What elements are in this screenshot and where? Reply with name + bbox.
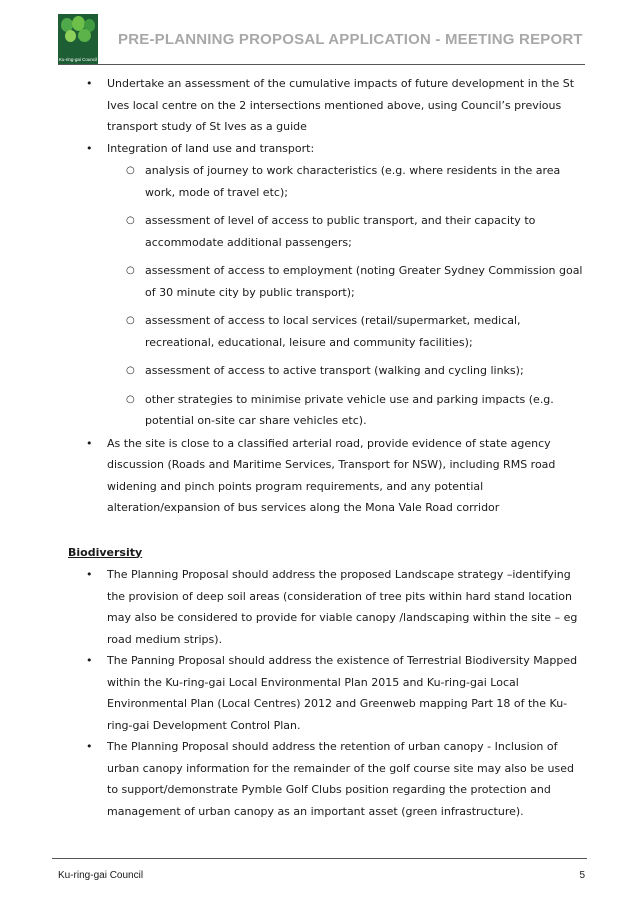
- list-item: [0, 736, 637, 822]
- bullet-icon: •: [86, 141, 93, 155]
- circle-bullet-icon: ○: [126, 265, 135, 276]
- page-number: 5: [579, 870, 585, 881]
- document-body: [0, 66, 637, 822]
- list-item-text: assessment of access to employment (noting Greater Sydney Commission goal of 30 minute city by public transport);: [145, 264, 583, 299]
- bullet-icon: •: [86, 568, 93, 581]
- list-item-text: The Planning Proposal should address the proposed Landscape strategy –identifying the provision of deep soil areas (consideration of tree pits within hard stand location may also be considered to provide for viable canopy /landscaping within the site – eg road medium strips).: [107, 568, 578, 646]
- bullet-icon: •: [86, 436, 93, 450]
- circle-bullet-icon: ○: [126, 315, 135, 326]
- bullet-icon: •: [86, 654, 93, 667]
- logo-text: Ku-ring-gai Council: [58, 57, 98, 62]
- section-heading-biodiversity: Biodiversity: [68, 545, 143, 559]
- header-divider: [58, 64, 585, 65]
- list-item-text: The Planning Proposal should address the retention of urban canopy - Inclusion of urban canopy information for the remainder of the golf course site may also be used to support/demonstrate Pymble Golf Clubs position regarding the protection and management of urban canopy as an important asset (green infrastructure).: [107, 740, 574, 818]
- sub-list-item: [0, 310, 637, 353]
- logo-tree-icon: [78, 29, 91, 42]
- list-item-text: other strategies to minimise private vehicle use and parking impacts (e.g. potential on-site car share vehicles etc).: [145, 392, 554, 427]
- list-item: [0, 650, 637, 736]
- bullet-icon: •: [86, 740, 93, 753]
- footer-divider: [52, 858, 587, 859]
- list-item: [0, 73, 637, 138]
- sub-list-item: [0, 260, 637, 303]
- list-item-text: Integration of land use and transport:: [107, 141, 315, 155]
- list-item-text: As the site is close to a classified arterial road, provide evidence of state agency discussion (Roads and Maritime Services, Transport for NSW), including RMS road widening and pinch points program requirements, and any potential alteration/expansion of bus services along the Mona Vale Road corridor: [107, 436, 556, 514]
- list-item-text: assessment of level of access to public transport, and their capacity to accommodate additional passengers;: [145, 214, 536, 249]
- list-item-text: Undertake an assessment of the cumulative impacts of future development in the St Ives local centre on the 2 intersections mentioned above, using Council’s previous transport study of St Ives as a guide: [107, 77, 575, 133]
- circle-bullet-icon: ○: [126, 393, 135, 405]
- council-logo: [58, 14, 98, 64]
- list-item-text: analysis of journey to work characteristics (e.g. where residents in the area work, mode of travel etc);: [145, 164, 561, 199]
- sub-list-item: [0, 389, 637, 432]
- list-item: [0, 564, 637, 650]
- list-item-text: assessment of access to local services (retail/supermarket, medical, recreational, educational, leisure and community facilities);: [145, 314, 521, 349]
- circle-bullet-icon: ○: [126, 165, 135, 176]
- logo-tree-icon: [65, 30, 76, 42]
- list-item: [0, 433, 637, 519]
- sub-list-item: [0, 210, 637, 253]
- sub-list-item: [0, 160, 637, 203]
- bullet-icon: •: [86, 77, 93, 90]
- sub-list-item: [0, 360, 637, 382]
- list-item-text: assessment of access to active transport (walking and cycling links);: [145, 364, 524, 377]
- list-item-text: The Panning Proposal should address the existence of Terrestrial Biodiversity Mapped within the Ku-ring-gai Local Environmental Plan 2015 and Ku-ring-gai Local Environmental Plan (Local Centres) 2012 and Greenweb mapping Part 18 of the Ku-ring-gai Development Control Plan.: [107, 654, 578, 732]
- page-title: PRE-PLANNING PROPOSAL APPLICATION - MEETING REPORT: [118, 31, 583, 48]
- circle-bullet-icon: ○: [126, 365, 135, 376]
- circle-bullet-icon: ○: [126, 215, 135, 226]
- footer-organisation: Ku-ring-gai Council: [58, 870, 144, 881]
- list-item: [0, 138, 637, 160]
